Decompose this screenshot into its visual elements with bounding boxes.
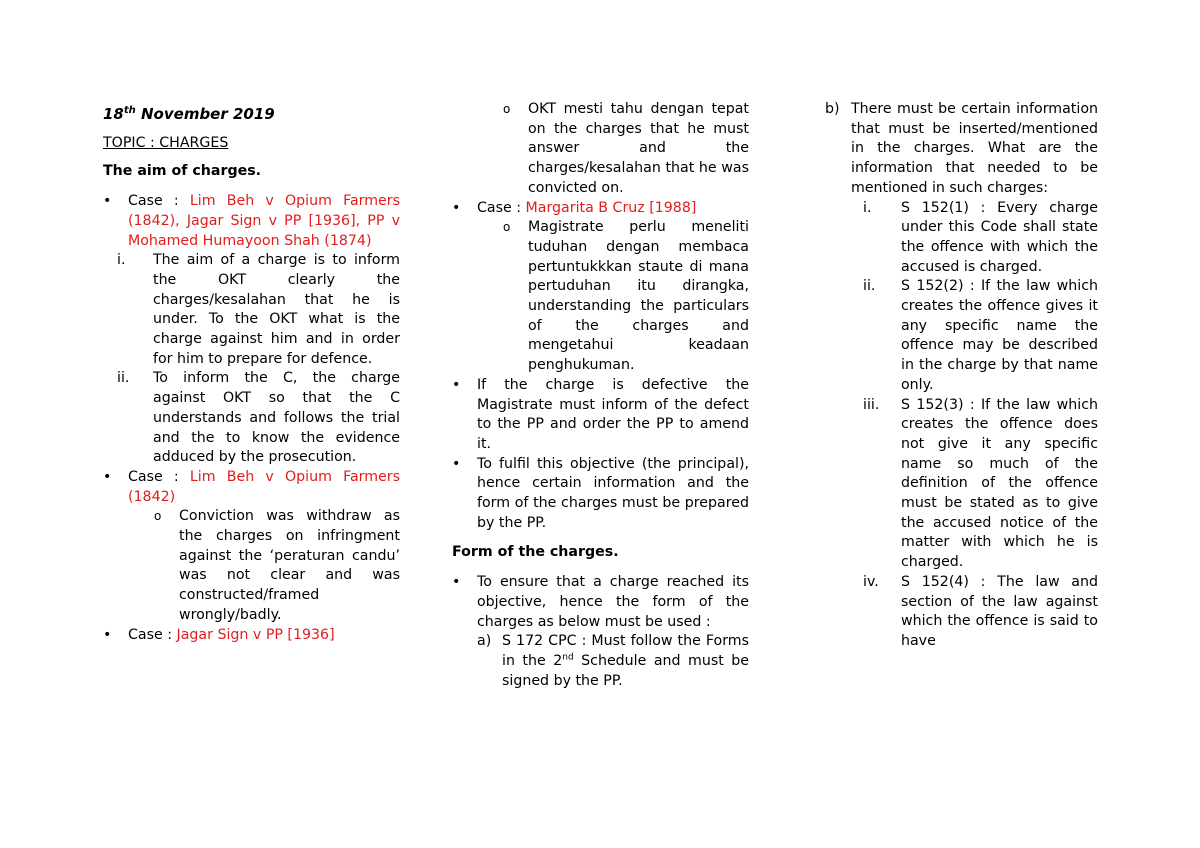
alpha-text-part1: S 172 CPC : Must follow the Forms in the 2 <box>502 633 749 669</box>
roman-item-s152-3 <box>825 396 1098 573</box>
bullet-objective <box>452 455 749 534</box>
roman-marker: i. <box>117 252 126 269</box>
bullet-icon: • <box>452 574 461 591</box>
sub-text: OKT mesti tahu dengan tepat on the charges that he must answer and the charges/kesalahan that he was convicted on. <box>528 101 749 196</box>
roman-text: S 152(3) : If the law which creates the offence does not give it any specific name so much of the definition of the offence must be stated as to give the accused notice of the matter with which he is charged. <box>901 396 1098 571</box>
sub-item-magistrate <box>452 218 749 376</box>
date-line <box>103 101 400 125</box>
date-day: 18 <box>103 105 124 123</box>
bullet-text: To ensure that a charge reached its objective, hence the form of the charges as below must be used : <box>477 574 749 630</box>
roman-text: S 152(2) : If the law which creates the offence gives it any specific name the offence may be described in the charge by that name only. <box>901 278 1098 393</box>
alpha-item-a <box>452 632 749 691</box>
column-2 <box>452 100 749 691</box>
roman-item-s152-2 <box>825 277 1098 395</box>
bullet-defective <box>452 376 749 455</box>
roman-marker: ii. <box>863 278 876 295</box>
roman-marker: ii. <box>117 370 130 387</box>
roman-text: S 152(4) : The law and section of the law against which the offence is said to have <box>901 573 1098 649</box>
column-3 <box>825 100 1098 652</box>
bullet-icon: • <box>103 193 112 210</box>
bullet-text: If the charge is defective the Magistrate must inform of the defect to the PP and order the PP to amend it. <box>477 376 749 452</box>
date-ordinal: th <box>123 105 136 116</box>
roman-item-s152-4 <box>825 573 1098 652</box>
roman-item-2 <box>103 369 400 468</box>
case-label: Case : <box>128 626 177 643</box>
roman-marker: iv. <box>863 573 879 590</box>
case-label: Case : <box>128 468 190 485</box>
case-label: Case : <box>477 199 526 216</box>
bullet-form <box>452 573 749 632</box>
case-bullet-margarita <box>452 199 749 219</box>
spacer <box>103 182 400 192</box>
alpha-text-part2: Schedule and must be signed by the PP. <box>502 652 749 689</box>
sub-text: Conviction was withdraw as the charges on infringment against the ‘peraturan candu’ was not clear and was constructed/framed wrongly/badly. <box>179 508 400 623</box>
bullet-icon: • <box>103 468 112 485</box>
date-month-year: November 2019 <box>135 105 275 123</box>
bullet-text: To fulfil this objective (the principal), hence certain information and the form of the charges must be prepared by the PP. <box>477 455 749 531</box>
alpha-marker: b) <box>825 101 840 117</box>
roman-text: To inform the C, the charge against OKT so that the C understands and follows the trial and the to know the evidence adduced by the prosecution. <box>153 370 400 466</box>
circle-bullet-icon: o <box>503 220 511 235</box>
roman-marker: i. <box>863 199 872 216</box>
case-citation: Jagar Sign v PP [1936] <box>176 626 335 643</box>
case-bullet-3 <box>103 626 400 646</box>
section-heading-aim: The aim of charges. <box>103 163 262 180</box>
roman-marker: iii. <box>863 396 880 413</box>
roman-text: S 152(1) : Every charge under this Code shall state the offence with which the accused is charged. <box>901 199 1098 275</box>
topic-title: TOPIC : CHARGES <box>103 134 229 151</box>
alpha-text: There must be certain information that must be inserted/mentioned in the charges. What are the information that needed to be mentioned in such charges: <box>851 101 1098 196</box>
bullet-icon: • <box>452 376 461 393</box>
alpha-item-b <box>825 100 1098 199</box>
sub-text: Magistrate perlu meneliti tuduhan dengan membaca pertuntukkkan staute di mana pertuduhan itu dirangka, understanding the particulars of the charges and mengetahui keadaan penghukuman. <box>528 219 749 374</box>
section-heading-form: Form of the charges. <box>452 544 619 561</box>
roman-item-1 <box>103 251 400 369</box>
case-bullet-1 <box>103 192 400 251</box>
bullet-icon: • <box>103 626 112 643</box>
case-label: Case : <box>128 193 190 210</box>
alpha-superscript: nd <box>562 652 574 663</box>
spacer <box>452 533 749 543</box>
column-1 <box>103 100 400 645</box>
case-citation: Lim Beh v Opium Farmers (1842) <box>128 468 400 505</box>
roman-item-s152-1 <box>825 199 1098 278</box>
bullet-icon: • <box>452 455 461 472</box>
bullet-icon: • <box>452 199 461 216</box>
circle-bullet-icon: o <box>154 509 162 524</box>
sub-item-okt <box>452 100 749 199</box>
sub-item-1 <box>103 507 400 625</box>
case-bullet-2 <box>103 468 400 507</box>
case-citation: Lim Beh v Opium Farmers (1842), Jagar Sign v PP [1936], PP v Mohamed Humayoon Shah (1874) <box>128 193 400 249</box>
case-citation: Margarita B Cruz [1988] <box>525 199 697 216</box>
circle-bullet-icon: o <box>503 102 511 116</box>
alpha-marker: a) <box>477 633 492 650</box>
roman-text: The aim of a charge is to inform the OKT clearly the charges/kesalahan that he is under. To the OKT what is the charge against him and in order for him to prepare for defence. <box>153 252 400 367</box>
spacer <box>452 563 749 573</box>
